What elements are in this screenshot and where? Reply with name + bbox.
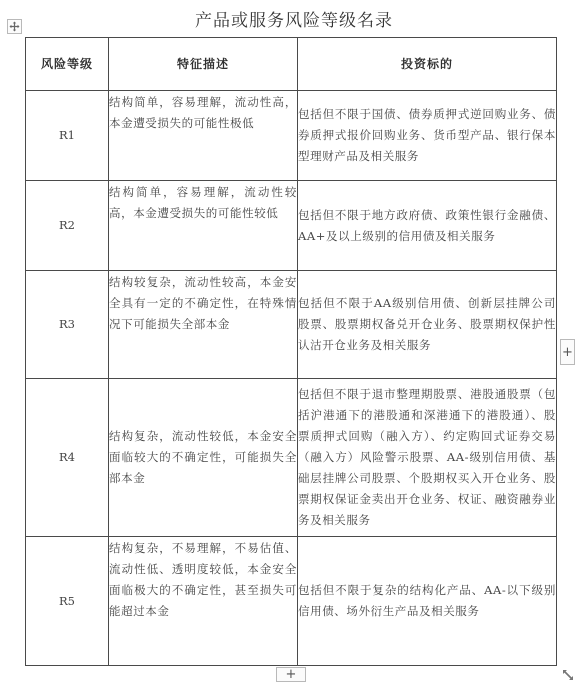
feature-description-cell[interactable]: 结构简单，容易理解，流动性较高，本金遭受损失的可能性较低 — [109, 181, 298, 271]
table-row — [26, 537, 557, 666]
header-feature-description[interactable]: 特征描述 — [109, 38, 298, 91]
feature-description-cell[interactable]: 结构较复杂，流动性较高，本金安全具有一定的不确定性，在特殊情况下可能损失全部本金 — [109, 271, 298, 379]
header-investment-targets[interactable]: 投资标的 — [298, 38, 557, 91]
risk-level-cell[interactable]: R1 — [26, 91, 109, 181]
table-header-row — [26, 38, 557, 91]
table-row — [26, 379, 557, 537]
investment-targets-cell[interactable]: 包括但不限于国债、债券质押式逆回购业务、债券质押式报价回购业务、货币型产品、银行保本型理财产品及相关服务 — [298, 91, 557, 181]
feature-description-cell[interactable]: 结构复杂，不易理解，不易估值、流动性低、透明度较低，本金安全面临极大的不确定性，甚至损失可能超过本金 — [109, 537, 298, 666]
risk-level-cell[interactable]: R2 — [26, 181, 109, 271]
investment-targets-cell[interactable]: 包括但不限于退市整理期股票、港股通股票（包括沪港通下的港股通和深港通下的港股通）、股票质押式回购（融入方）、约定购回式证券交易（融入方）风险警示股票、AA-级别信用债、基础层挂牌公司股票、个股期权买入开仓业务、股票期权保证金卖出开仓业务、权证、融资融券业务及相关服务 — [298, 379, 557, 537]
investment-targets-cell[interactable]: 包括但不限于复杂的结构化产品、AA-以下级别信用债、场外衍生产品及相关服务 — [298, 537, 557, 666]
risk-level-cell[interactable]: R4 — [26, 379, 109, 537]
investment-targets-cell[interactable]: 包括但不限于地方政府债、政策性银行金融债、AA+及以上级别的信用债及相关服务 — [298, 181, 557, 271]
document-title: 产品或服务风险等级名录 — [195, 11, 393, 31]
table-row — [26, 271, 557, 379]
header-risk-level[interactable]: 风险等级 — [26, 38, 109, 91]
risk-level-table — [25, 37, 557, 666]
add-row-button[interactable]: + — [276, 667, 306, 682]
table-row — [26, 181, 557, 271]
risk-level-cell[interactable]: R5 — [26, 537, 109, 666]
move-arrows-glyph — [9, 21, 20, 32]
risk-level-cell[interactable]: R3 — [26, 271, 109, 379]
investment-targets-cell[interactable]: 包括但不限于AA级别信用债、创新层挂牌公司股票、股票期权备兑开仓业务、股票期权保护性认沽开仓业务及相关服务 — [298, 271, 557, 379]
table-row — [26, 91, 557, 181]
move-icon[interactable] — [7, 19, 22, 34]
resize-diagonal-icon[interactable] — [560, 669, 576, 685]
add-column-button[interactable]: + — [560, 339, 575, 365]
feature-description-cell[interactable]: 结构复杂，流动性较低，本金安全面临较大的不确定性，可能损失全部本金 — [109, 379, 298, 537]
resize-arrows-glyph — [562, 669, 574, 681]
feature-description-cell[interactable]: 结构简单，容易理解，流动性高，本金遭受损失的可能性极低 — [109, 91, 298, 181]
